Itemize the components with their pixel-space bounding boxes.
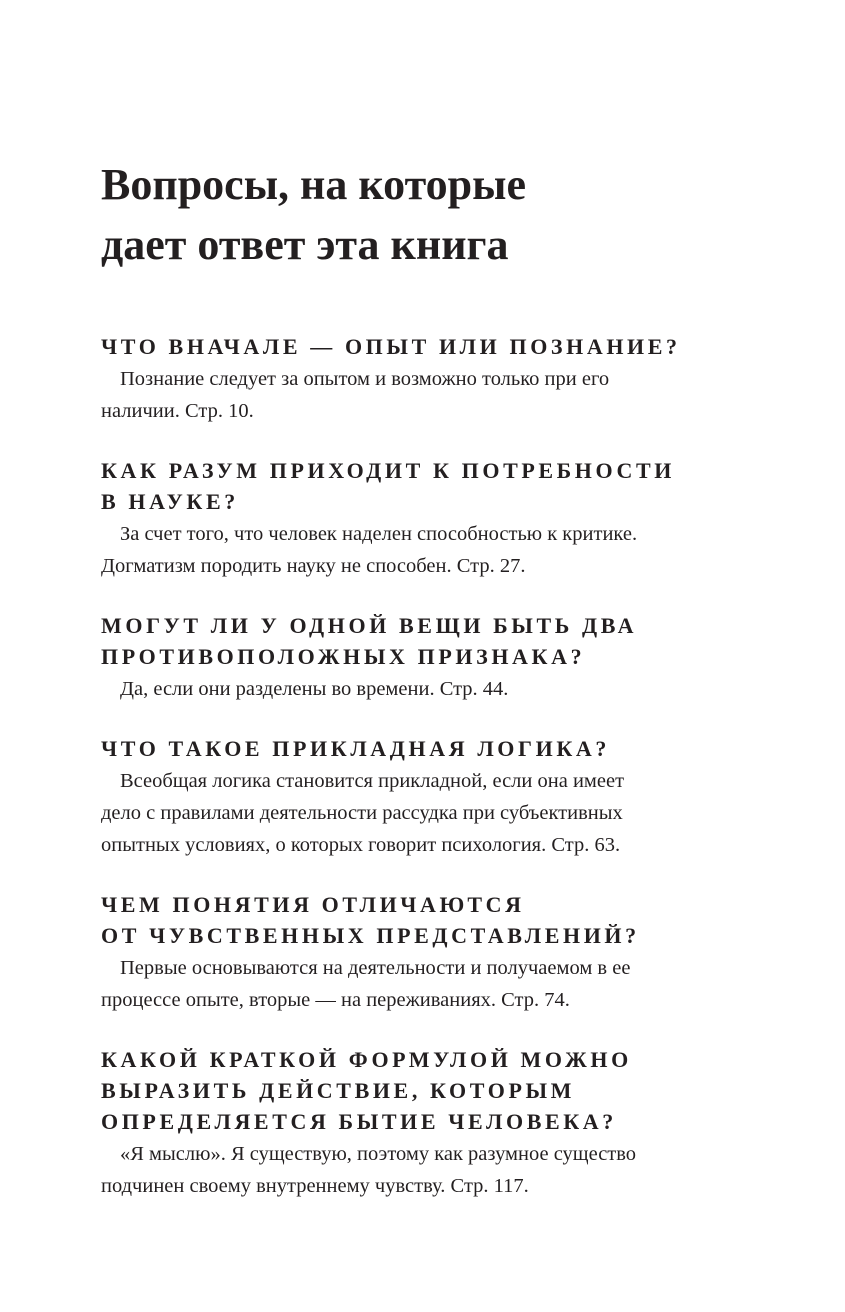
question-heading <box>101 733 801 764</box>
qa-item <box>101 455 801 582</box>
answer-text <box>101 518 801 582</box>
answer-line: опытных условиях, о которых говорит психология. Стр. 63. <box>101 834 621 856</box>
question-heading <box>101 1044 801 1137</box>
question-line: ЧЕМ ПОНЯТИЯ ОТЛИЧАЮТСЯ <box>101 892 525 917</box>
question-line: КАКОЙ КРАТКОЙ ФОРМУЛОЙ МОЖНО <box>101 1047 632 1072</box>
answer-line: наличии. Стр. 10. <box>101 400 254 422</box>
question-line: ВЫРАЗИТЬ ДЕЙСТВИЕ, КОТОРЫМ <box>101 1078 576 1103</box>
answer-line: процессе опыте, вторые — на переживаниях. Стр. 74. <box>101 989 570 1011</box>
question-line: ОПРЕДЕЛЯЕТСЯ БЫТИЕ ЧЕЛОВЕКА? <box>101 1109 617 1134</box>
question-heading <box>101 889 801 951</box>
question-line: ПРОТИВОПОЛОЖНЫХ ПРИЗНАКА? <box>101 644 586 669</box>
title-line: дает ответ эта книга <box>101 220 509 269</box>
answer-line: Познание следует за опытом и возможно только при его <box>120 368 610 390</box>
question-line: КАК РАЗУМ ПРИХОДИТ К ПОТРЕБНОСТИ <box>101 458 675 483</box>
answer-line: дело с правилами деятельности рассудка при субъективных <box>101 802 623 824</box>
answer-line: «Я мыслю». Я существую, поэтому как разумное существо <box>120 1143 637 1165</box>
question-line: ОТ ЧУВСТВЕННЫХ ПРЕДСТАВЛЕНИЙ? <box>101 923 640 948</box>
question-heading <box>101 610 801 672</box>
answer-text <box>101 765 801 861</box>
question-line: ЧТО ТАКОЕ ПРИКЛАДНАЯ ЛОГИКА? <box>101 736 610 761</box>
question-line: В НАУКЕ? <box>101 489 239 514</box>
question-heading <box>101 331 801 362</box>
question-line: ЧТО ВНАЧАЛЕ — ОПЫТ ИЛИ ПОЗНАНИЕ? <box>101 334 681 359</box>
question-heading <box>101 455 801 517</box>
qa-list <box>101 331 801 1202</box>
question-line: МОГУТ ЛИ У ОДНОЙ ВЕЩИ БЫТЬ ДВА <box>101 613 638 638</box>
answer-line: Догматизм породить науку не способен. Стр. 27. <box>101 555 526 577</box>
page-title <box>101 155 801 275</box>
qa-item <box>101 889 801 1016</box>
title-line: Вопросы, на которые <box>101 160 526 209</box>
answer-line: За счет того, что человек наделен способностью к критике. <box>120 523 638 545</box>
answer-line: подчинен своему внутреннему чувству. Стр. 117. <box>101 1175 529 1197</box>
answer-text <box>101 952 801 1016</box>
answer-line: Первые основываются на деятельности и получаемом в ее <box>120 957 631 979</box>
qa-item <box>101 1044 801 1202</box>
answer-line: Да, если они разделены во времени. Стр. 44. <box>120 678 509 700</box>
page <box>101 155 801 1202</box>
answer-text <box>101 1138 801 1202</box>
answer-line: Всеобщая логика становится прикладной, если она имеет <box>120 770 625 792</box>
answer-text <box>101 363 801 427</box>
qa-item <box>101 733 801 861</box>
qa-item <box>101 610 801 705</box>
qa-item <box>101 331 801 427</box>
answer-text <box>101 673 801 705</box>
